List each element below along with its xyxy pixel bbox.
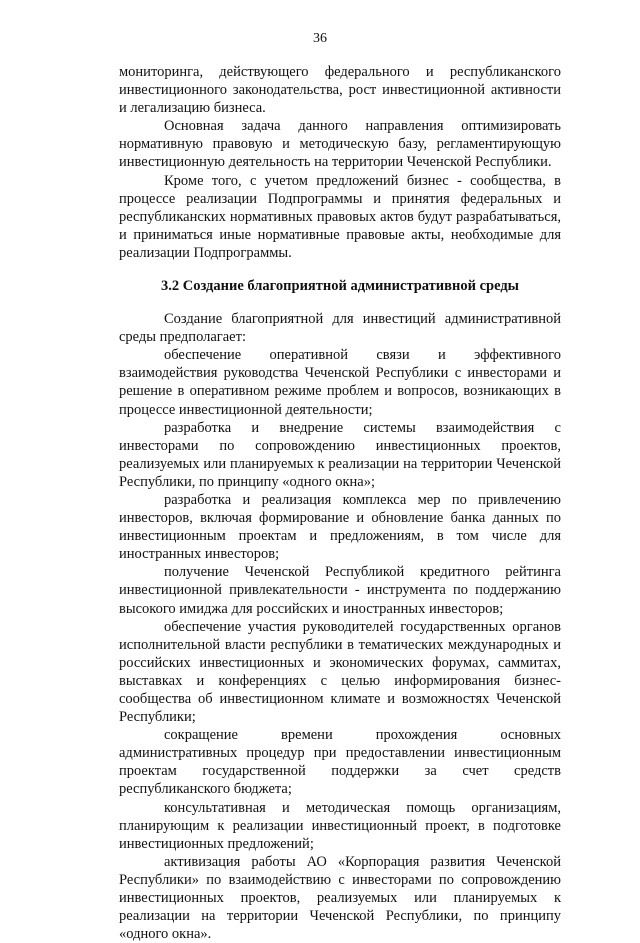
list-item-procedure-time: сокращение времени прохождения основных административных процедур при предоставлении инвестиционным проектам государственной поддержки за счет средств республиканского бюджета; — [119, 727, 561, 798]
list-item-forum-participation: обеспечение участия руководителей государственных органов исполнительной власти республики в тематических международных и российских инвестиционных и экономических форумах, саммитах, выставках и конференциях с целью информирования бизнес-сообщества об инвестиционном климате и возможностях Чеченской Республики; — [119, 618, 561, 726]
paragraph-intro: Создание благоприятной для инвестиций административной среды предполагает: — [119, 311, 561, 346]
list-item-corporation-activation: активизация работы АО «Корпорация развития Чеченской Республики» по взаимодействию с инвесторами по сопровождению инвестиционных проектов, реализуемых или планируемых к реализации на территории Чеченской Республики, по принципу «одного окна». — [119, 853, 561, 943]
paragraph-continuation: мониторинга, действующего федерального и республиканского инвестиционного законодательства, рост инвестиционной активности и легализацию бизнеса. — [119, 64, 561, 117]
list-item-interaction-system: разработка и внедрение системы взаимодействия с инвесторами по сопровождению инвестиционных проектов, реализуемых или планируемых к реализации на территории Чеченской Республики, по принципу «одного окна»; — [119, 419, 561, 490]
list-item-consulting-help: консультативная и методическая помощь организациям, планирующим к реализации инвестиционный проект, в подготовке инвестиционных предложений; — [119, 799, 561, 852]
paragraph-business-proposals: Кроме того, с учетом предложений бизнес - сообщества, в процессе реализации Подпрограммы и принятия федеральных и республиканских нормативных правовых актов будут разрабатываться, и приниматься иные нормативные правовые акты, необходимые для реализации Подпрограммы. — [119, 172, 561, 261]
paragraph-main-task: Основная задача данного направления оптимизировать нормативную правовую и методическую базу, регламентирующую инвестиционную деятельность на территории Чеченской Республики. — [119, 118, 561, 171]
page-number: 36 — [313, 31, 327, 46]
section-heading: 3.2 Создание благоприятной административной среды — [161, 278, 519, 295]
document-body — [119, 63, 561, 943]
list-item-credit-rating: получение Чеченской Республикой кредитного рейтинга инвестиционной привлекательности - инструмента по поддержанию высокого имиджа для российских и иностранных инвесторов; — [119, 564, 561, 617]
list-item-operational-communication: обеспечение оперативной связи и эффективного взаимодействия руководства Чеченской Республики с инвесторами и решение в оперативном режиме проблем и вопросов, возникающих в процессе инвестиционной деятельности; — [119, 347, 561, 418]
list-item-attraction-measures: разработка и реализация комплекса мер по привлечению инвесторов, включая формирование и обновление банка данных по инвестиционным проектам и предложениям, в том числе для иностранных инвесторов; — [119, 491, 561, 563]
